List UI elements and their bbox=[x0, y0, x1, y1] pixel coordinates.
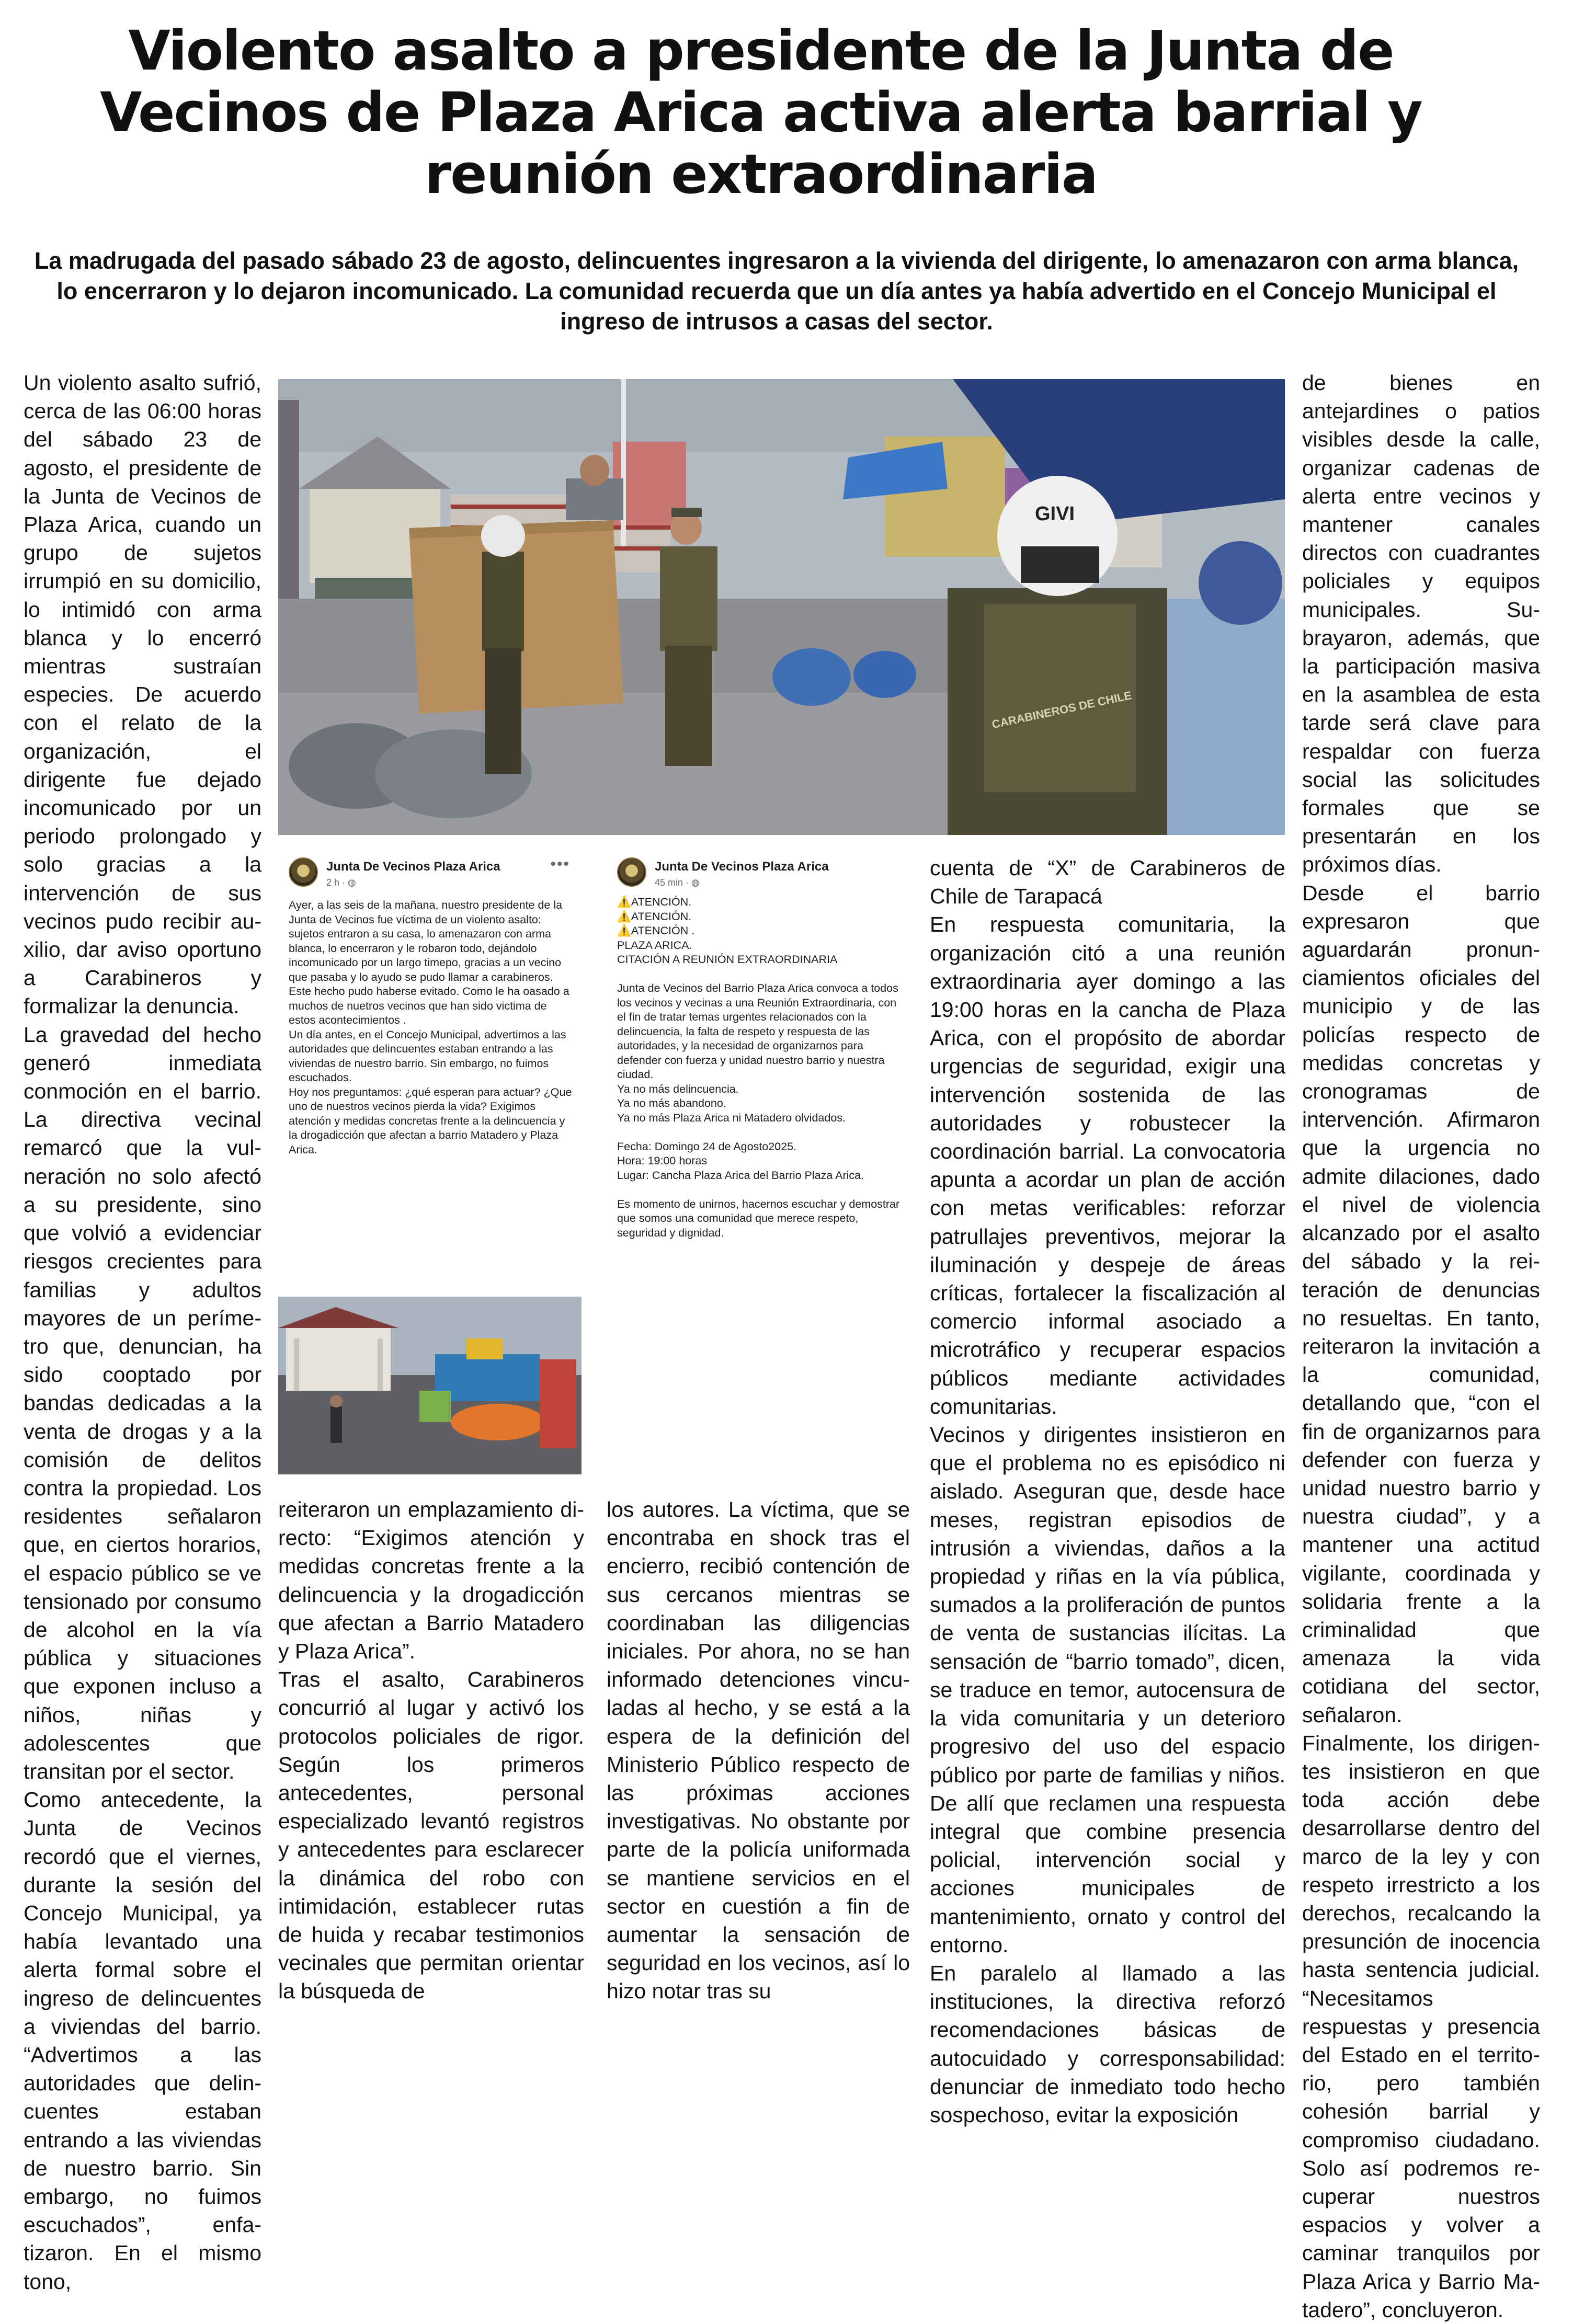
post-body: ⚠️ATENCIÓN. ⚠️ATENCIÓN. ⚠️ATENCIÓN . PLAZA ARICA. CITACIÓN A REUNIÓN EXTRAORDINARIA Junta de Vecinos del Barrio Plaza Arica convoca a todos los vecinos y vecinas a una Reunión Extraordinaria, con el fin de tratar temas urgentes relacionados con la delincuencia, la falta de respeto y respuesta de las autoridades, y la necesidad de organizarnos para defender con fuerza y unidad nuestro barrio y nuestra ciudad. Ya no más delincuencia. Ya no más abandono. Ya no más Plaza Arica ni Matadero olvidados. Fecha: Domingo 24 de Agosto2025. Hora: 19:00 horas Lugar: Cancha Plaza Arica del Barrio Plaza Arica. Es momento de unirnos, hacernos escuchar y demostrar que somos una comunidad que merece respeto, seguridad y dignidad. bbox=[617, 896, 900, 1239]
page-avatar bbox=[289, 857, 318, 887]
article-column-2: reiteraron un emplazamiento directo: “Exigimos atención y medidas concretas frente a la delincuencia y la drogadicción que afectan a Barrio Matadero y Plaza Arica”. Tras el asalto, Carabineros concurrió al lugar y activó los protocolos policiales de rigor. Según los primeros antecedentes, personal especializado levantó registros y antecedentes para esclarecer la dinámica del robo con intimidación, establecer rutas de huida y recabar testimonios vecinales que permitan orientar la búsqueda de bbox=[278, 1497, 584, 2004]
headline: Violento asalto a presidente de la Junta de Vecinos de Plaza Arica activa alerta barrial y reunión extraordinaria bbox=[100, 19, 1422, 206]
main-photo bbox=[278, 379, 1285, 835]
deck: La madrugada del pasado sábado 23 de agosto, delincuentes ingresaron a la vivienda del dirigente, lo amenazaron con arma blanca, lo encerraron y lo dejaron incomunicado. La comunidad recuerda que un día antes ya había advertido en el Concejo Municipal el ingreso de intrusos a casas del sector. bbox=[34, 247, 1519, 335]
playground-photo bbox=[278, 1297, 582, 1474]
post-header bbox=[278, 846, 582, 894]
article-column-3: los autores. La víctima, que se encontraba en shock tras el encierro, recibió contención de sus cercanos mientras se coordinaban las diligencias iniciales. Por ahora, no se han informado detenciones vinculadas al hecho, y se está a la espera de la definición del Ministerio Público respecto de las próximas acciones investigativas. No obstante por parte de la policía uniformada se mantiene servicios en el sector en cuestión a fin de aumentar la sensación de seguridad en los vecinos, así lo hizo notar tras su bbox=[607, 1497, 910, 2004]
facebook-post-assault bbox=[278, 846, 582, 1280]
post-time: 2 h · ◍ bbox=[326, 877, 356, 888]
vest-text: CARABINEROS DE CHILE bbox=[990, 689, 1133, 731]
article-column-5: de bienes en antejardines o patios visibles desde la calle, organizar cadenas de alerta entre vecinos y mantener canales directos con cuadrantes policiales y equipos municipales. Subrayaron, además, que la participación masiva en la asamblea de esta tarde será clave para respaldar con fuerza social las solicitudes formales que se presentarán en los próximos días. Desde el barrio expresaron que aguardarán pronunciamientos oficiales del municipio y de las policías respecto de medidas concretas y cronogramas de intervención. Afirmaron que la urgencia no admite dilaciones, dado el nivel de violencia alcanzado por el asalto del sábado y la reiteración de denuncias no resueltas. En tanto, reiteraron la invitación a la comunidad, detallando que, “con el fin de organizarnos para defender con fuerza y unidad nuestro barrio y nuestra ciudad”, y a mantener una actitud vigilante, coordinada y solidaria frente a la criminalidad que amenaza la vida cotidiana del sector, señalaron. Finalmente, los dirigentes insistieron en que toda acción debe desarrollarse dentro del marco de la ley y con respeto irrestricto a los derechos, recalcando la presunción de inocencia hasta sentencia judicial. “Necesitamos respuestas y presencia del Estado en el territorio, pero también cohesión barrial y compromiso ciudadano. Solo así podremos recuperar nuestros espacios y volver a caminar tranquilos por Plaza Arica y Barrio Matadero”, concluyeron. bbox=[1302, 371, 1540, 2322]
page-avatar bbox=[617, 857, 646, 887]
facebook-post-meeting-notice bbox=[607, 846, 910, 1405]
page-name: Junta De Vecinos Plaza Arica bbox=[326, 860, 500, 874]
article-column-4: cuenta de “X” de Carabineros de Chile de Tarapacá En respuesta comunitaria, la organización citó a una reunión extraordinaria ayer domingo a las 19:00 horas en la cancha de Plaza Arica, con el propósito de abordar urgencias de seguridad, exigir una intervención sostenida de las autoridades y robustecer la coordinación barrial. La convocatoria apunta a acordar un plan de acción con metas verificables: reforzar patrullajes preventivos, mejorar la iluminación y despeje de áreas críticas, fortalecer la fiscalización al comercio informal asociado a microtráfico y recuperar espacios públicos mediante actividades comunitarias. Vecinos y dirigentes insistieron en que el problema no es episódico ni aislado. Aseguran que, desde hace meses, registran episodios de intrusión a viviendas, daños a la propiedad y riñas en la vía pública, sumados a la proliferación de puntos de venta de sustancias ilícitas. La sensación de “barrio tomado”, dicen, se traduce en temor, autocensura de la vida comunitaria y un deterioro progresivo del uso del espacio público por parte de familias y niños. De allí que reclamen una respuesta integral que combine presencia policial, intervención social y acciones municipales de mantenimiento, ornato y control del entorno. En paralelo al llamado a las instituciones, la directiva reforzó recomendaciones básicas de autocuidado y corresponsabilidad: denunciar de inmediato todo hecho sospechoso, evitar la exposición bbox=[930, 856, 1285, 2127]
post-time: 45 min · ◍ bbox=[655, 877, 700, 888]
post-body: Ayer, a las seis de la mañana, nuestro presidente de la Junta de Vecinos fue víctima de un violento asalto: sujetos entraron a su casa, lo amenazaron con arma blanca, lo encerraron y le robaron todo, dejándolo incomunicado por un largo timepo, gracias a un vecino que pasaba y lo ayudo se pudo llamar a carabineros. Este hecho pudo haberse evitado. Como le ha oasado a muchos de nuetros vecinos que han sido victima de estos acontecimientos . Un día antes, en el Concejo Municipal, advertimos a las autoridades que delincuentes estaban entrando a las viviendas de nuestro barrio. Sin embargo, no fuimos escuchados. Hoy nos preguntamos: ¿qué esperan para actuar? ¿Que uno de nuestros vecinos pierda la vida? Exigimos atención y medidas concretas frente a la delincuencia y la drogadicción que afectan a barrio Matadero y Plaza Arica. bbox=[289, 899, 572, 1156]
post-header bbox=[607, 846, 910, 894]
page-name: Junta De Vecinos Plaza Arica bbox=[655, 860, 829, 874]
more-options-icon: ••• bbox=[550, 855, 570, 873]
article-column-1: Un violento asalto sufrió, cerca de las 06:00 horas del sábado 23 de agosto, el presidente de la Junta de Vecinos de Plaza Arica, cuando un grupo de sujetos irrumpió en su domicilio, lo intimidó con arma blanca y lo encerró mientras sustraían especies. De acuerdo con el relato de la organización, el dirigente fue dejado incomunicado por un periodo prolongado y solo gracias a la intervención de sus vecinos pudo recibir auxilio, dar aviso oportuno a Carabineros y formalizar la denuncia. La gravedad del hecho generó inmediata conmoción en el barrio. La directiva vecinal remarcó que la vulneración no solo afectó a su presidente, sino que volvió a evidenciar riesgos crecientes para familias y adultos mayores de un perímetro que, denuncian, ha sido cooptado por bandas dedicadas a la venta de drogas y a la comisión de delitos contra la propiedad. Los residentes señalaron que, en ciertos horarios, el espacio público se ve tensionado por consumo de alcohol en la vía pública y situaciones que exponen incluso a niños, niñas y adolescentes que transitan por el sector. Como antecedente, la Junta de Vecinos recordó que el viernes, durante la sesión del Concejo Municipal, ya había levantado una alerta formal sobre el ingreso de delincuentes a viviendas del barrio. “Advertimos a las autoridades que delincuentes estaban entrando a las viviendas de nuestro barrio. Sin embargo, no fuimos escuchados”, enfatizaron. En el mismo tono, bbox=[24, 371, 261, 2294]
helmet-brand-text: GIVI bbox=[1034, 503, 1075, 525]
